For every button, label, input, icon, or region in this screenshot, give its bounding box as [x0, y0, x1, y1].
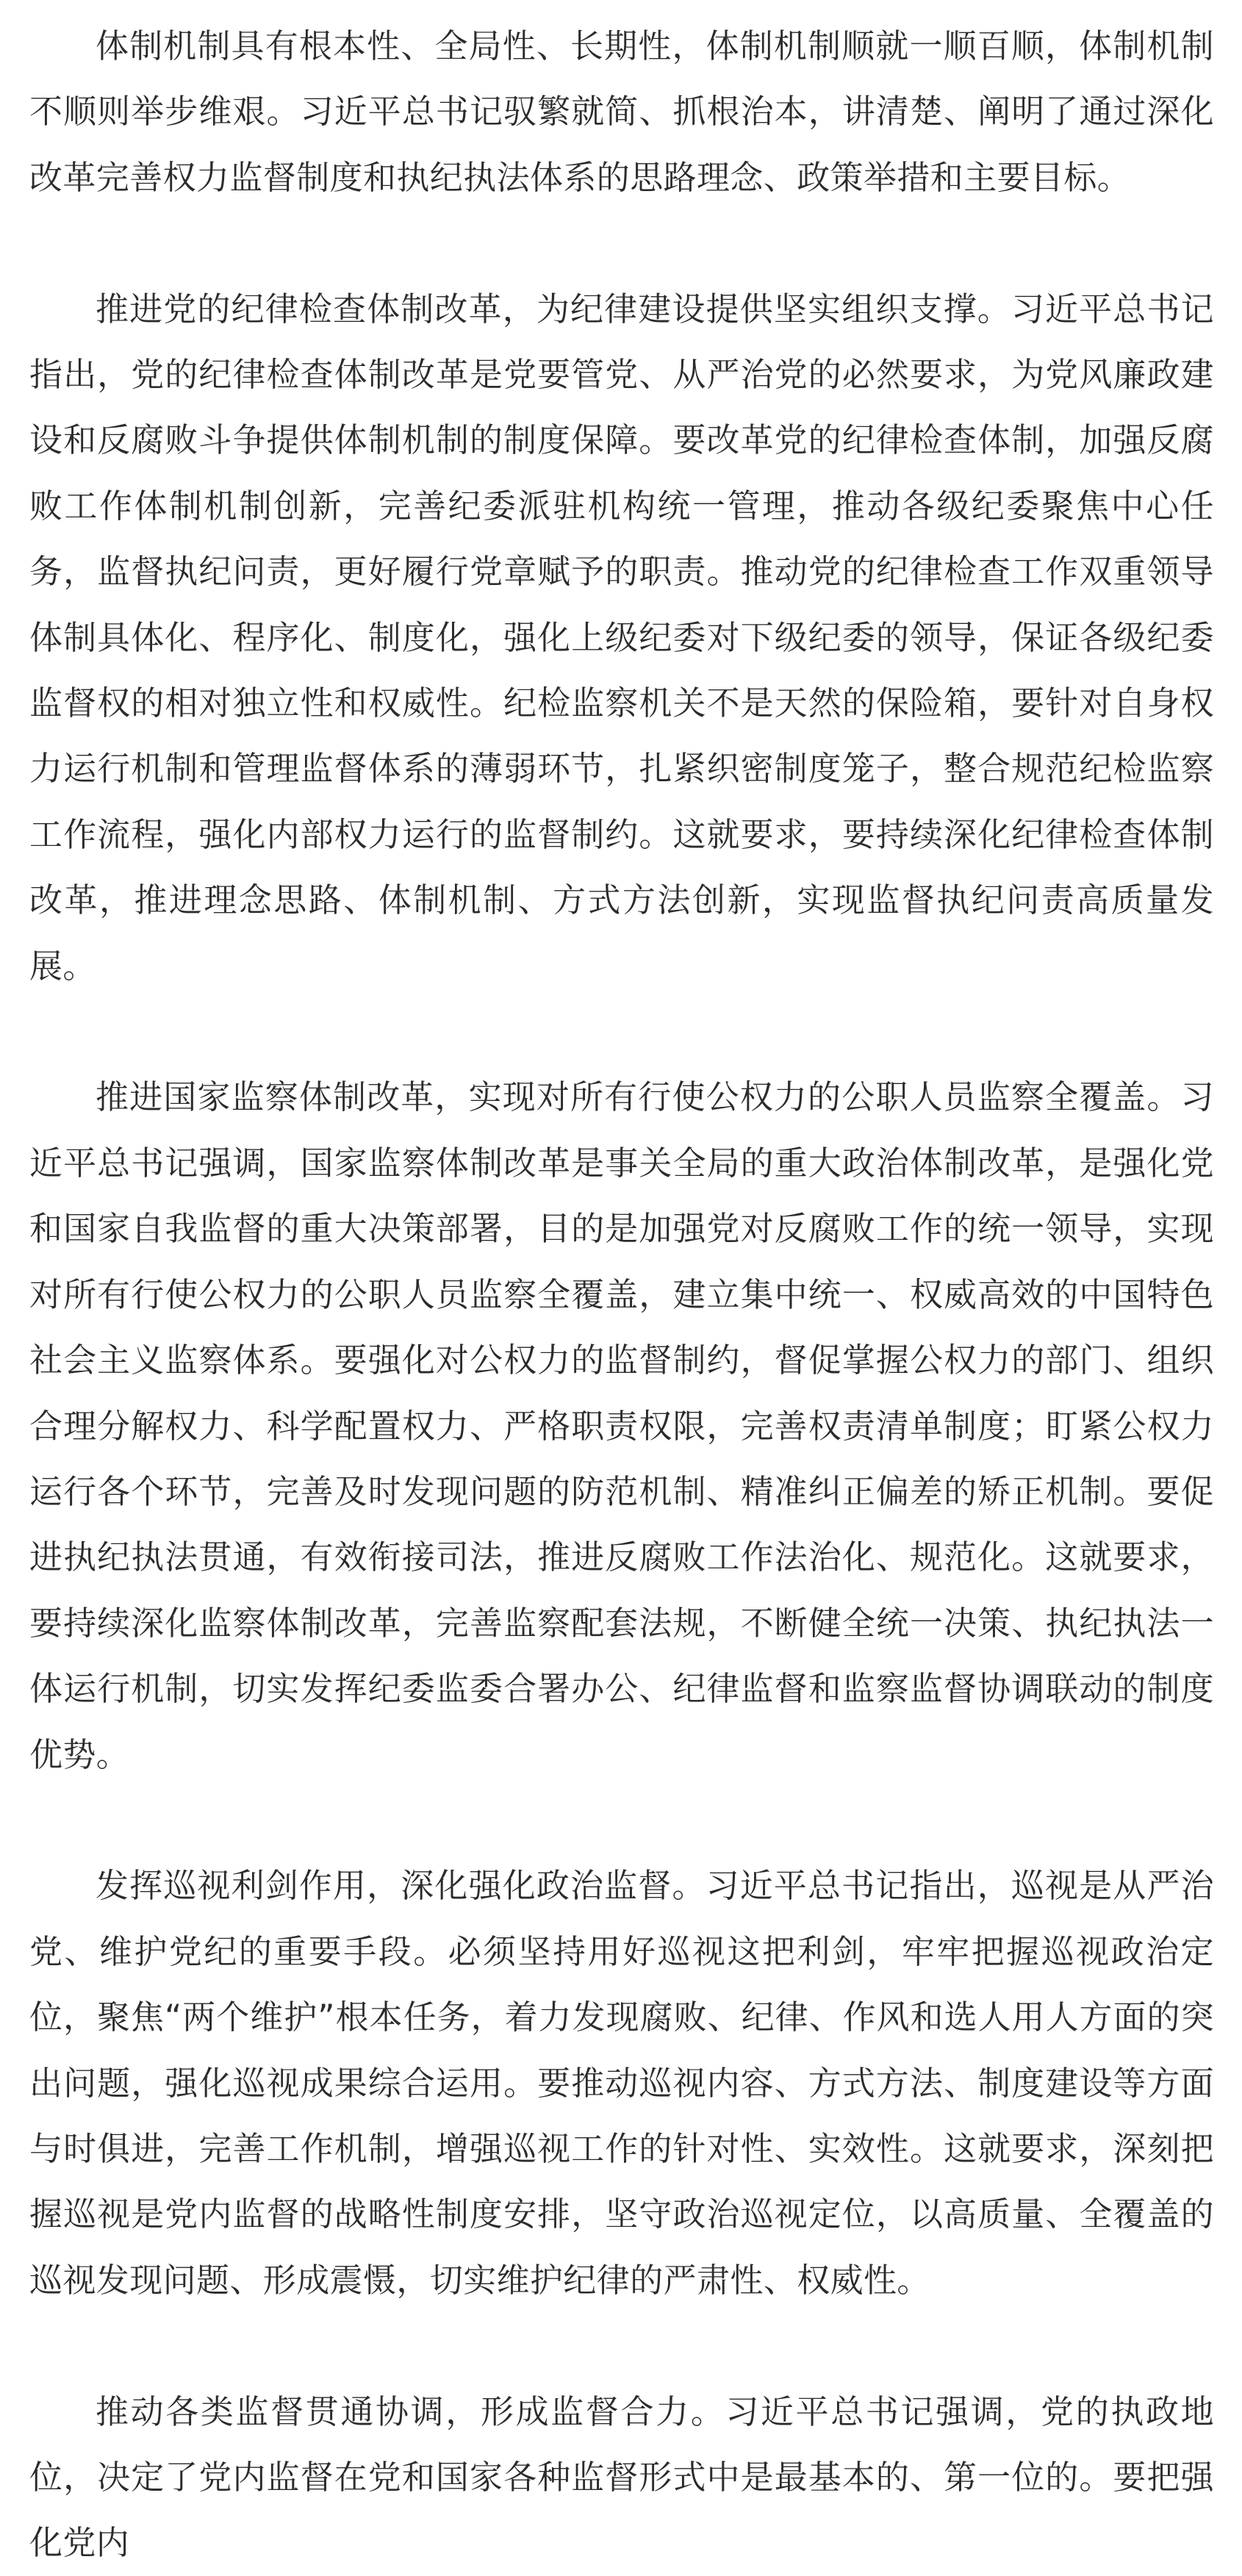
paragraph-discipline-inspection-reform: 推进党的纪律检查体制改革，为纪律建设提供坚实组织支撑。习近平总书记指出，党的纪律检查体制改革是党要管党、从严治党的必然要求，为党风廉政建设和反腐败斗争提供体制机制的制度保障。要改革党的纪律检查体制，加强反腐败工作体制机制创新，完善纪委派驻机构统一管理，推动各级纪委聚焦中心任务，监督执纪问责，更好履行党章赋予的职责。推动党的纪律检查工作双重领导体制具体化、程序化、制度化，强化上级纪委对下级纪委的领导，保证各级纪委监督权的相对独立性和权威性。纪检监察机关不是天然的保险箱，要针对自身权力运行机制和管理监督体系的薄弱环节，扎紧织密制度笼子，整合规范纪检监察工作流程，强化内部权力运行的监督制约。这就要求，要持续深化纪律检查体制改革，推进理念思路、体制机制、方式方法创新，实现监督执纪问责高质量发展。	[29, 289, 1214, 986]
paragraph-inspection-tour: 发挥巡视利剑作用，深化强化政治监督。习近平总书记指出，巡视是从严治党、维护党纪的重要手段。必须坚持用好巡视这把利剑，牢牢把握巡视政治定位，聚焦“两个维护”根本任务，着力发现腐败、纪律、作风和选人用人方面的突出问题，强化巡视成果综合运用。要推动巡视内容、方式方法、制度建设等方面与时俱进，完善工作机制，增强巡视工作的针对性、实效性。这就要求，深刻把握巡视是党内监督的战略性制度安排，坚守政治巡视定位，以高质量、全覆盖的巡视发现问题、形成震慑，切实维护纪律的严肃性、权威性。	[29, 1866, 1214, 2300]
paragraph-coordinated-supervision: 推动各类监督贯通协调，形成监督合力。习近平总书记强调，党的执政地位，决定了党内监督在党和国家各种监督形式中是最基本的、第一位的。要把强化党内	[29, 2392, 1214, 2563]
paragraph-intro: 体制机制具有根本性、全局性、长期性，体制机制顺就一顺百顺，体制机制不顺则举步维艰。习近平总书记驭繁就简、抓根治本，讲清楚、阐明了通过深化改革完善权力监督制度和执纪执法体系的思路理念、政策举措和主要目标。	[29, 26, 1214, 197]
article-body	[29, 13, 1214, 2576]
paragraph-national-supervision-reform: 推进国家监察体制改革，实现对所有行使公权力的公职人员监察全覆盖。习近平总书记强调，国家监察体制改革是事关全局的重大政治体制改革，是强化党和国家自我监督的重大决策部署，目的是加强党对反腐败工作的统一领导，实现对所有行使公权力的公职人员监察全覆盖，建立集中统一、权威高效的中国特色社会主义监察体系。要强化对公权力的监督制约，督促掌握公权力的部门、组织合理分解权力、科学配置权力、严格职责权限，完善权责清单制度；盯紧公权力运行各个环节，完善及时发现问题的防范机制、精准纠正偏差的矫正机制。要促进执纪执法贯通，有效衔接司法，推进反腐败工作法治化、规范化。这就要求，要持续深化监察体制改革，完善监察配套法规，不断健全统一决策、执纪执法一体运行机制，切实发挥纪委监委合署办公、纪律监督和监察监督协调联动的制度优势。	[29, 1077, 1214, 1774]
